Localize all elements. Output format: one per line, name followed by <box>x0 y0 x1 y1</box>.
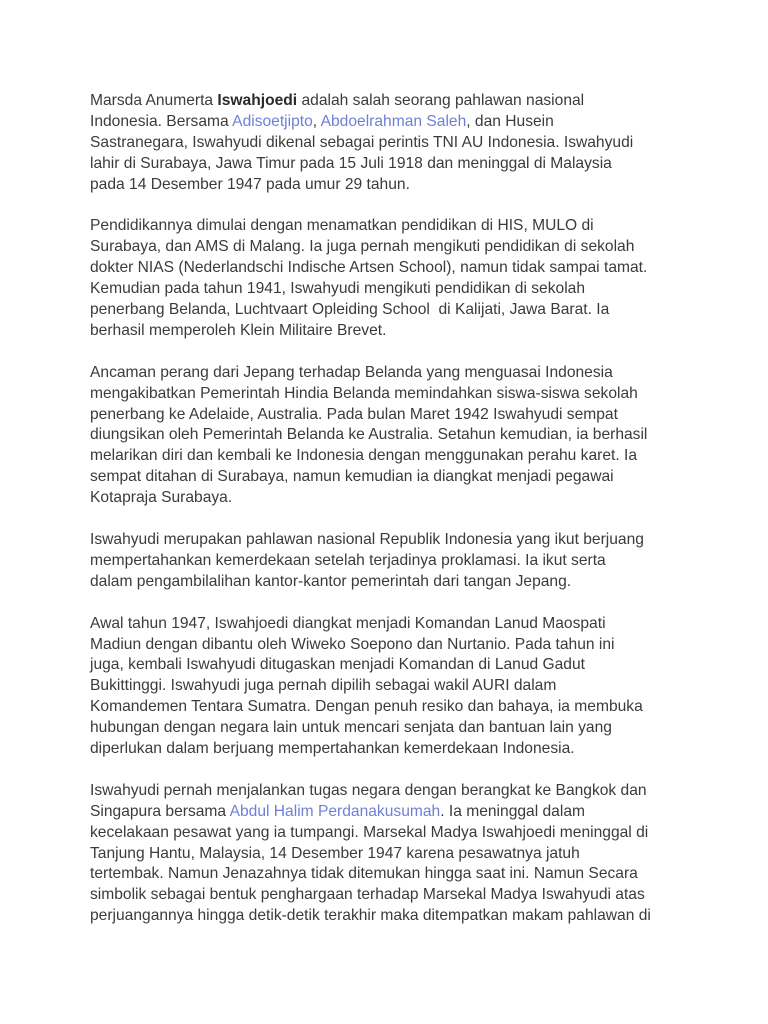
text-line <box>90 363 690 384</box>
text-line <box>90 425 690 446</box>
text-run: Marsda Anumerta <box>90 92 218 109</box>
text-line <box>90 739 690 760</box>
text-run: simbolik sebagai bentuk penghargaan terhadap Marsekal Madya Iswahyudi atas <box>90 886 645 904</box>
text-run: . Ia meninggal dalam <box>440 802 585 820</box>
paragraph <box>90 216 690 341</box>
paragraph <box>90 614 690 760</box>
text-line <box>90 133 690 154</box>
document-body <box>90 91 690 948</box>
text-run: Madiun dengan dibantu oleh Wiweko Soepono dan Nurtanio. Pada tahun ini <box>90 635 615 653</box>
text-line <box>90 488 690 509</box>
text-run: Ancaman perang dari Jepang terhadap Belanda yang menguasai Indonesia <box>90 363 613 381</box>
text-line <box>90 885 690 906</box>
text-line <box>90 446 690 467</box>
text-line <box>90 300 690 321</box>
text-run: Tanjung Hantu, Malaysia, 14 Desember 1947 karena pesawatnya jatuh <box>90 844 580 862</box>
text-line <box>90 614 690 635</box>
text-run: pada 14 Desember 1947 pada umur 29 tahun. <box>90 175 410 193</box>
text-line <box>90 405 690 426</box>
text-run: , dan Husein <box>466 112 554 130</box>
paragraph <box>90 530 690 593</box>
text-run: lahir di Surabaya, Jawa Timur pada 15 Juli 1918 dan meninggal di Malaysia <box>90 154 612 172</box>
text-run: adalah salah seorang pahlawan nasional <box>297 92 585 109</box>
text-line <box>90 91 690 112</box>
text-run: Awal tahun 1947, Iswahjoedi diangkat menjadi Komandan Lanud Maospati <box>90 614 606 632</box>
text-run: mempertahankan kemerdekaan setelah terjadinya proklamasi. Ia ikut serta <box>90 551 606 569</box>
text-line <box>90 112 690 133</box>
text-line <box>90 530 690 551</box>
text-run: penerbang ke Adelaide, Australia. Pada bulan Maret 1942 Iswahyudi sempat <box>90 405 618 423</box>
text-run: Iswahyudi pernah menjalankan tugas negara dengan berangkat ke Bangkok dan <box>90 781 647 799</box>
text-run: perjuangannya hingga detik-detik terakhir maka ditempatkan makam pahlawan di <box>90 907 651 925</box>
text-run: diungsikan oleh Pemerintah Belanda ke Australia. Setahun kemudian, ia berhasil <box>90 426 648 444</box>
text-line <box>90 676 690 697</box>
text-run: kecelakaan pesawat yang ia tumpangi. Marsekal Madya Iswahjoedi meninggal di <box>90 823 649 841</box>
wiki-link[interactable]: Adisoetjipto <box>232 112 313 130</box>
paragraph <box>90 91 690 196</box>
text-run: sempat ditahan di Surabaya, namun kemudian ia diangkat menjadi pegawai <box>90 468 614 486</box>
text-line <box>90 279 690 300</box>
text-line <box>90 237 690 258</box>
text-run: Komandemen Tentara Sumatra. Dengan penuh resiko dan bahaya, ia membuka <box>90 698 643 716</box>
text-run: dokter NIAS (Nederlandschi Indische Artsen School), namun tidak sampai tamat. <box>90 259 648 277</box>
text-run: Bukittinggi. Iswahyudi juga pernah dipilih sebagai wakil AURI dalam <box>90 677 557 695</box>
text-line <box>90 697 690 718</box>
text-line <box>90 321 690 342</box>
text-run: dalam pengambilalihan kantor-kantor pemerintah dari tangan Jepang. <box>90 572 572 590</box>
text-line <box>90 802 690 823</box>
wiki-link[interactable]: Abdoelrahman Saleh <box>320 112 467 130</box>
text-line <box>90 384 690 405</box>
text-run: mengakibatkan Pemerintah Hindia Belanda memindahkan siswa-siswa sekolah <box>90 384 638 402</box>
text-line <box>90 216 690 237</box>
text-line <box>90 864 690 885</box>
text-run: Pendidikannya dimulai dengan menamatkan pendidikan di HIS, MULO di <box>90 217 594 235</box>
text-line <box>90 572 690 593</box>
text-line <box>90 258 690 279</box>
bold-name: Iswahjoedi <box>217 92 298 109</box>
text-run: juga, kembali Iswahyudi ditugaskan menjadi Komandan di Lanud Gadut <box>90 656 585 674</box>
paragraph <box>90 781 690 927</box>
text-line <box>90 906 690 927</box>
text-run: diperlukan dalam berjuang mempertahankan kemerdekaan Indonesia. <box>90 740 575 758</box>
text-line <box>90 154 690 175</box>
text-run: tertembak. Namun Jenazahnya tidak ditemukan hingga saat ini. Namun Secara <box>90 865 638 883</box>
text-run: Sastranegara, Iswahyudi dikenal sebagai perintis TNI AU Indonesia. Iswahyudi <box>90 133 634 151</box>
text-line <box>90 844 690 865</box>
text-line <box>90 781 690 802</box>
text-line <box>90 467 690 488</box>
text-line <box>90 718 690 739</box>
text-run: Kotapraja Surabaya. <box>90 489 233 507</box>
text-run: hubungan dengan negara lain untuk mencari senjata dan bantuan lain yang <box>90 719 612 737</box>
text-run: penerbang Belanda, Luchtvaart Opleiding School di Kalijati, Jawa Barat. Ia <box>90 301 610 319</box>
text-line <box>90 551 690 572</box>
text-run: , <box>312 112 321 130</box>
text-run: Surabaya, dan AMS di Malang. Ia juga pernah mengikuti pendidikan di sekolah <box>90 238 635 256</box>
text-run: Indonesia. Bersama <box>90 112 233 130</box>
paragraph <box>90 363 690 509</box>
text-run: berhasil memperoleh Klein Militaire Brevet. <box>90 321 387 339</box>
text-run: Singapura bersama <box>90 802 230 820</box>
text-run: melarikan diri dan kembali ke Indonesia dengan menggunakan perahu karet. Ia <box>90 447 637 465</box>
text-line <box>90 175 690 196</box>
text-run: Kemudian pada tahun 1941, Iswahyudi mengikuti pendidikan di sekolah <box>90 280 586 298</box>
text-line <box>90 655 690 676</box>
text-line <box>90 635 690 656</box>
text-run: Iswahyudi merupakan pahlawan nasional Republik Indonesia yang ikut berjuang <box>90 530 644 548</box>
wiki-link[interactable]: Abdul Halim Perdanakusumah <box>229 802 441 820</box>
text-line <box>90 823 690 844</box>
